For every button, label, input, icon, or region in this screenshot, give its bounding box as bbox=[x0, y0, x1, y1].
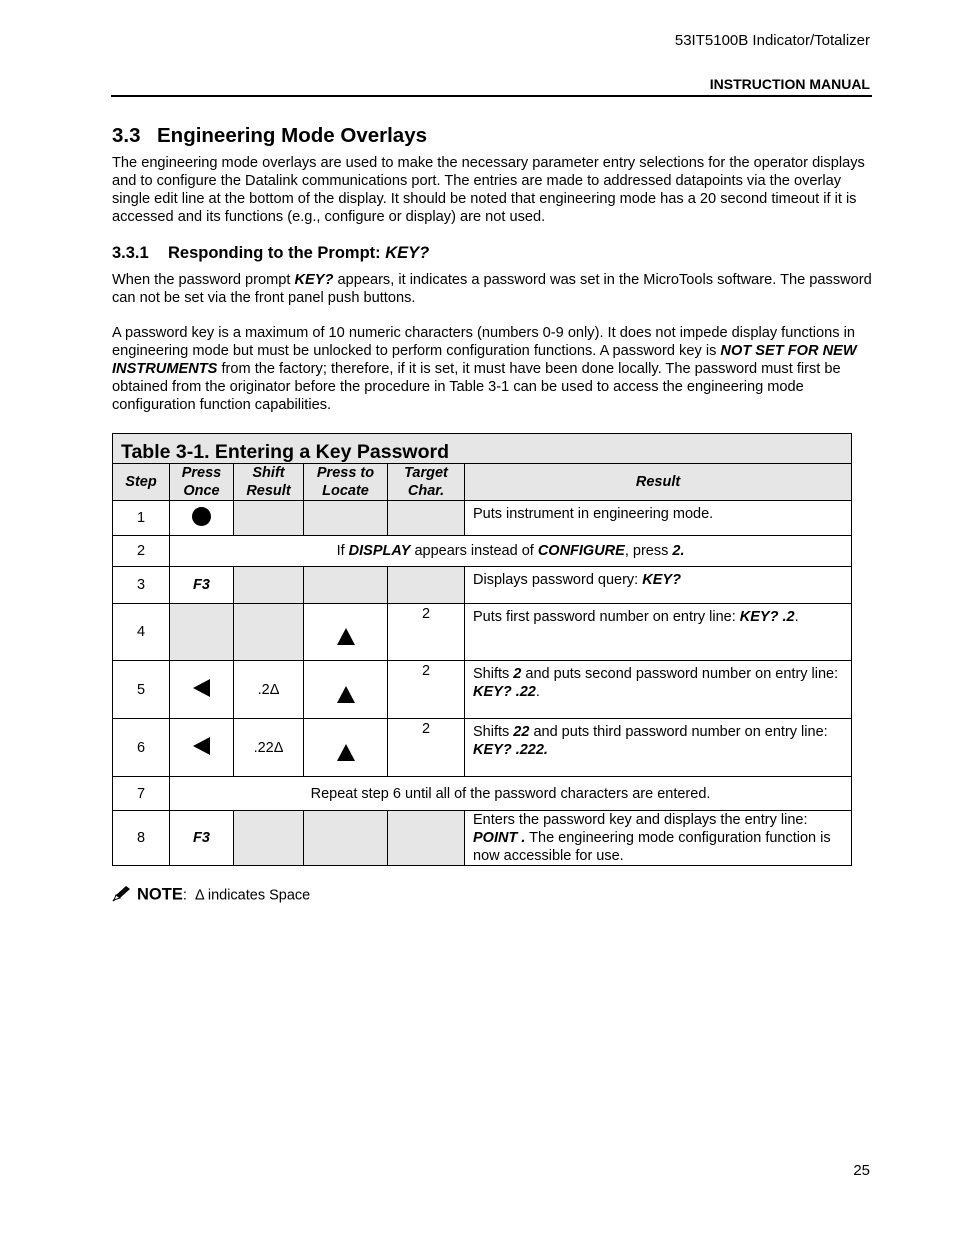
step-cell: 1 bbox=[113, 501, 170, 536]
section-number: 3.3 bbox=[112, 124, 141, 147]
locate-cell bbox=[304, 501, 388, 536]
r6-result-text-b: and puts third password number on entry line: bbox=[529, 724, 828, 740]
r6-result-k2: KEY? .222. bbox=[473, 742, 548, 758]
table-row bbox=[113, 719, 852, 777]
step-cell: 3 bbox=[113, 567, 170, 604]
target-cell: 2 bbox=[388, 604, 465, 661]
step-cell: 8 bbox=[113, 811, 170, 866]
result-cell bbox=[465, 661, 852, 719]
subsection-title-key: KEY? bbox=[385, 244, 430, 262]
r3-result-key: KEY? bbox=[642, 572, 681, 588]
locate-cell bbox=[304, 811, 388, 866]
press-once-cell: F3 bbox=[170, 567, 234, 604]
subsection-paragraph-1 bbox=[112, 271, 872, 307]
target-cell bbox=[388, 567, 465, 604]
document-subtitle: INSTRUCTION MANUAL bbox=[709, 76, 870, 92]
table-row bbox=[113, 604, 852, 661]
step-cell: 4 bbox=[113, 604, 170, 661]
locate-cell bbox=[304, 567, 388, 604]
locate-cell bbox=[304, 661, 388, 719]
target-cell bbox=[388, 811, 465, 866]
r2-text-3: , press bbox=[624, 543, 673, 559]
header-shift-line2: Result bbox=[246, 483, 291, 499]
header-result-label: Result bbox=[635, 474, 681, 490]
r6-result-k1: 22 bbox=[513, 724, 530, 740]
subsection-heading bbox=[112, 244, 429, 263]
r2-key: 2. bbox=[672, 543, 685, 559]
header-press-to-locate bbox=[304, 464, 388, 501]
result-cell bbox=[465, 604, 852, 661]
left-arrow-icon bbox=[193, 679, 210, 697]
r5-result-text-a: Shifts bbox=[473, 666, 514, 682]
subsection-title: Responding to the Prompt: bbox=[168, 244, 386, 262]
header-step bbox=[113, 464, 170, 501]
locate-cell bbox=[304, 604, 388, 661]
r8-result-text-a: Enters the password key and displays the entry line: bbox=[473, 812, 808, 828]
p2-emphasis: NOT SET FOR NEW INSTRUMENTS bbox=[112, 343, 857, 377]
r6-result-text-a: Shifts bbox=[473, 724, 514, 740]
r4-result-key: KEY? .2 bbox=[739, 609, 795, 625]
subsection-number: 3.3.1 bbox=[112, 244, 149, 262]
document-title: 53IT5100B Indicator/Totalizer bbox=[674, 32, 870, 49]
header-target-line2: Char. bbox=[407, 483, 445, 499]
table-row bbox=[113, 811, 852, 866]
shift-result-cell bbox=[234, 567, 304, 604]
press-once-cell bbox=[170, 501, 234, 536]
p2-text-a: A password key is a maximum of 10 numeric characters (numbers 0-9 only). It does not impede display functions in engineering mode but must be unlocked to perform configuration functions. A password key is bbox=[112, 325, 855, 359]
step-cell: 5 bbox=[113, 661, 170, 719]
header-press-once bbox=[170, 464, 234, 501]
table-row bbox=[113, 567, 852, 604]
press-once-cell bbox=[170, 661, 234, 719]
press-once-cell bbox=[170, 604, 234, 661]
r2-configure: CONFIGURE bbox=[537, 543, 625, 559]
r5-result-text-b: and puts second password number on entry line: bbox=[521, 666, 839, 682]
press-once-cell bbox=[170, 719, 234, 777]
table-caption: Table 3-1. Entering a Key Password bbox=[113, 434, 852, 464]
header-shift-result bbox=[234, 464, 304, 501]
result-cell bbox=[465, 567, 852, 604]
press-once-cell: F3 bbox=[170, 811, 234, 866]
table-header-row bbox=[113, 464, 852, 501]
locate-cell bbox=[304, 719, 388, 777]
section-paragraph: The engineering mode overlays are used to make the necessary parameter entry selections for the operator displays and to configure the Datalink communications port. The entries are made to addressed datapoints via the overlay single edit line at the bottom of the display. It should be noted that engineering mode has a 20 second timeout if it is accessed and its functions (e.g., configure or display) are not used. bbox=[112, 155, 865, 225]
merged-instruction-cell bbox=[170, 536, 852, 567]
step-cell: 6 bbox=[113, 719, 170, 777]
r8-result-key: POINT . bbox=[473, 830, 526, 846]
table-row bbox=[113, 501, 852, 536]
filled-circle-button-icon bbox=[192, 507, 211, 526]
table-row bbox=[113, 661, 852, 719]
result-cell bbox=[465, 811, 852, 866]
shift-result-cell: .22Δ bbox=[234, 719, 304, 777]
key-password-table bbox=[112, 433, 852, 866]
target-cell: 2 bbox=[388, 661, 465, 719]
note-label: NOTE bbox=[137, 885, 183, 904]
note-colon: : bbox=[182, 887, 187, 904]
r3-result-text: Displays password query: bbox=[473, 572, 643, 588]
shift-result-cell: .2Δ bbox=[234, 661, 304, 719]
merged-instruction-cell: Repeat step 6 until all of the password characters are entered. bbox=[170, 777, 852, 811]
shift-result-cell bbox=[234, 811, 304, 866]
subsection-paragraph-2 bbox=[112, 324, 872, 414]
r2-display: DISPLAY bbox=[348, 543, 411, 559]
r2-text-2: appears instead of bbox=[410, 543, 538, 559]
r5-result-k2: KEY? .22 bbox=[473, 684, 536, 700]
p1-text-b: appears, it indicates a password was set in the MicroTools software. The password can not be set via the front panel push buttons. bbox=[112, 272, 872, 306]
step-cell: 2 bbox=[113, 536, 170, 567]
table-caption-row bbox=[113, 434, 852, 464]
p1-key: KEY? bbox=[294, 272, 334, 288]
shift-result-cell bbox=[234, 604, 304, 661]
left-arrow-icon bbox=[193, 737, 210, 755]
target-cell: 2 bbox=[388, 719, 465, 777]
header-shift-line1: Shift bbox=[252, 465, 285, 481]
page-number: 25 bbox=[853, 1162, 870, 1179]
r4-result-end: . bbox=[794, 609, 799, 625]
p1-text-a: When the password prompt bbox=[112, 272, 295, 288]
target-cell bbox=[388, 501, 465, 536]
header-rule bbox=[111, 95, 872, 97]
header-locate-line1: Press to bbox=[316, 465, 375, 481]
up-arrow-icon bbox=[337, 628, 355, 645]
r2-text-1: If bbox=[336, 543, 349, 559]
table-row bbox=[113, 536, 852, 567]
shift-result-cell bbox=[234, 501, 304, 536]
r5-result-end: . bbox=[535, 684, 540, 700]
up-arrow-icon bbox=[337, 744, 355, 761]
section-title: Engineering Mode Overlays bbox=[157, 124, 427, 147]
note-text: Δ indicates Space bbox=[194, 887, 311, 904]
p2-text-b: from the factory; therefore, if it is set, it must have been done locally. The password must first be obtained from the originator before the procedure in Table 3-1 can be used to access the engineering mode configuration function capabilities. bbox=[112, 361, 841, 413]
result-cell: Puts instrument in engineering mode. bbox=[465, 501, 852, 536]
step-cell: 7 bbox=[113, 777, 170, 811]
r4-result-text: Puts first password number on entry line: bbox=[473, 609, 740, 625]
table-row bbox=[113, 777, 852, 811]
r5-result-k1: 2 bbox=[513, 666, 522, 682]
header-locate-line2: Locate bbox=[322, 483, 369, 499]
header-press-line1: Press bbox=[181, 465, 222, 481]
header-press-line2: Once bbox=[183, 483, 220, 499]
result-cell bbox=[465, 719, 852, 777]
header-target-char bbox=[388, 464, 465, 501]
header-target-line1: Target bbox=[404, 465, 448, 481]
header-step-label: Step bbox=[125, 474, 157, 490]
r8-result-text-b: The engineering mode configuration function is now accessible for use. bbox=[473, 830, 831, 864]
pencil-icon bbox=[112, 885, 131, 906]
header-result bbox=[465, 464, 852, 501]
note bbox=[112, 885, 310, 906]
up-arrow-icon bbox=[337, 686, 355, 703]
section-heading bbox=[112, 124, 427, 148]
